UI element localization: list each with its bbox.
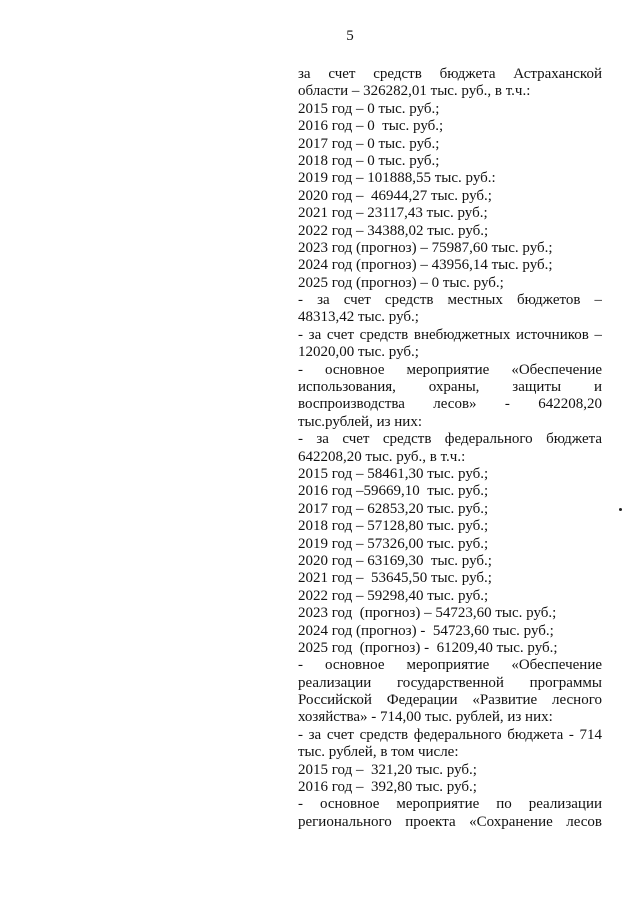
text-line: - за счет средств внебюджетных источников – [298,326,602,343]
text-line: 2021 год – 23117,43 тыс. руб.; [298,205,488,222]
text-line: использования, охраны, защиты и [298,379,602,396]
text-line: за счет средств бюджета Астраханской [298,66,602,82]
text-line: регионального проекта «Сохранение лесов [298,813,602,830]
text-line: 2024 год (прогноз) – 43956,14 тыс. руб.; [298,257,553,274]
text-line: 48313,42 тыс. руб.; [298,309,419,326]
text-line: 12020,00 тыс. руб.; [298,344,419,361]
document-body [298,66,602,831]
text-line: 2015 год – 58461,30 тыс. руб.; [298,465,489,482]
text-line: - за счет средств федерального бюджета [298,431,602,448]
text-line: 2020 год – 63169,30 тыс. руб.; [298,552,492,569]
text-line: 642208,20 тыс. руб., в т.ч.: [298,448,466,465]
text-line: 2023 год (прогноз) – 75987,60 тыс. руб.; [298,239,553,256]
text-line: 2022 год – 34388,02 тыс. руб.; [298,222,489,239]
text-line: 2016 год – 392,80 тыс. руб.; [298,779,477,796]
page-number: 5 [346,28,354,44]
text-line: 2019 год – 101888,55 тыс. руб.: [298,170,496,187]
text-line: 2020 год – 46944,27 тыс. руб.; [298,187,492,204]
text-line: - основное мероприятие «Обеспечение [298,657,602,674]
text-line: - за счет средств местных бюджетов – [298,292,602,309]
text-line: 2025 год (прогноз) – 0 тыс. руб.; [298,274,504,291]
text-line: 2017 год – 62853,20 тыс. руб.; [298,500,489,517]
text-line: 2016 год – 0 тыс. руб.; [298,118,444,135]
text-line: 2022 год – 59298,40 тыс. руб.; [298,587,489,604]
text-line: 2015 год – 0 тыс. руб.; [298,100,440,117]
text-line: воспроизводства лесов» - 642208,20 [298,396,602,413]
text-line: тыс. рублей, в том числе: [298,744,459,761]
scan-speck [619,508,622,511]
text-line: области – 326282,01 тыс. руб., в т.ч.: [298,83,531,100]
text-line: реализации государственной программы [298,674,602,691]
text-line: Российской Федерации «Развитие лесного [298,692,602,709]
text-line: 2018 год – 0 тыс. руб.; [298,152,440,169]
text-line: 2021 год – 53645,50 тыс. руб.; [298,570,492,587]
text-line: 2017 год – 0 тыс. руб.; [298,135,440,152]
text-line: 2015 год – 321,20 тыс. руб.; [298,761,477,778]
text-line: тыс.рублей, из них: [298,413,422,430]
text-line: 2024 год (прогноз) - 54723,60 тыс. руб.; [298,622,554,639]
text-line: 2019 год – 57326,00 тыс. руб.; [298,535,489,552]
text-line: 2018 год – 57128,80 тыс. руб.; [298,518,489,535]
text-line: 2023 год (прогноз) – 54723,60 тыс. руб.; [298,605,557,622]
text-line: - основное мероприятие по реализации [298,796,602,813]
text-line: 2016 год –59669,10 тыс. руб.; [298,483,489,500]
text-line: 2025 год (прогноз) - 61209,40 тыс. руб.; [298,639,558,656]
text-line: хозяйства» - 714,00 тыс. рублей, из них: [298,709,553,726]
text-line: - основное мероприятие «Обеспечение [298,361,602,378]
text-line: - за счет средств федерального бюджета - 714 [298,726,602,743]
